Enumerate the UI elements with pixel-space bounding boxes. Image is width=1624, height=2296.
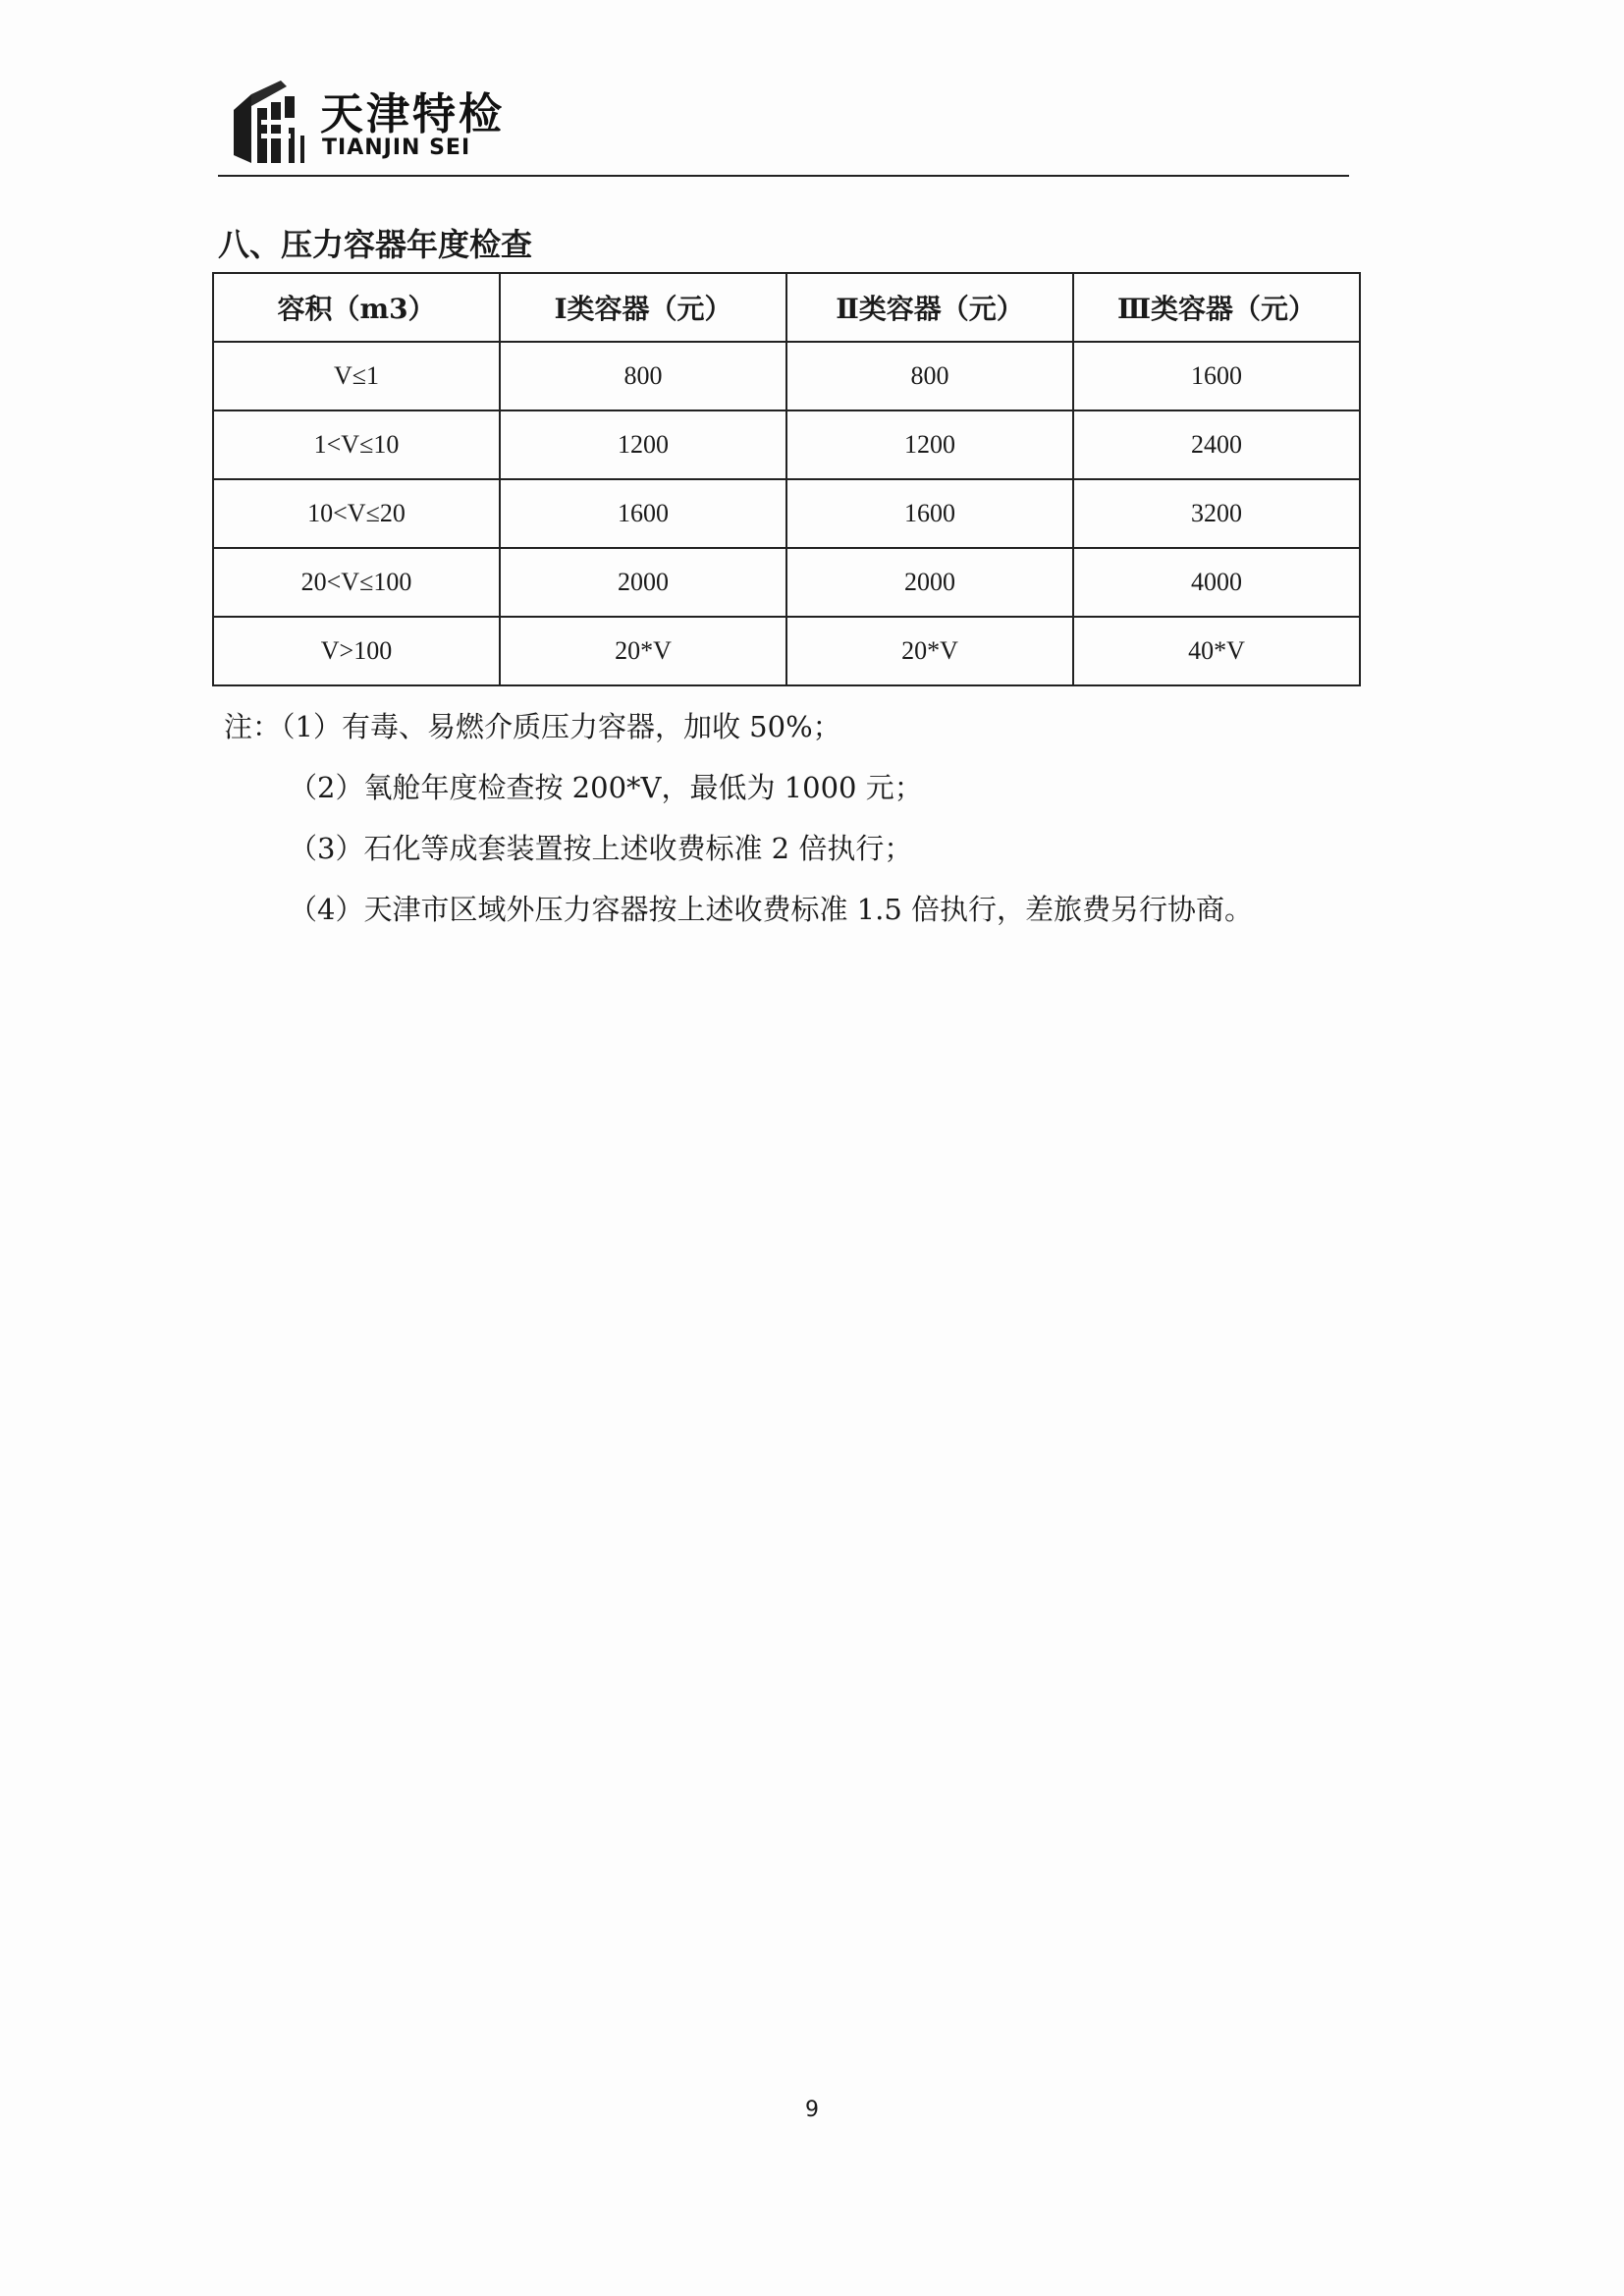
table-cell: 1600 bbox=[1073, 342, 1360, 410]
table-cell: 20*V bbox=[500, 617, 786, 685]
table-cell: 20*V bbox=[786, 617, 1073, 685]
note-item: （3）石化等成套装置按上述收费标准 2 倍执行； bbox=[289, 832, 913, 865]
table-cell: 1200 bbox=[500, 410, 786, 479]
header-divider bbox=[218, 175, 1349, 177]
table-header-row bbox=[213, 273, 1360, 342]
note-item: （4）天津市区域外压力容器按上述收费标准 1.5 倍执行，差旅费另行协商。 bbox=[289, 893, 1254, 926]
header-cell-class-2: Ⅱ类容器（元） bbox=[786, 273, 1073, 342]
logo-english-name: TIANJIN SEI bbox=[322, 136, 471, 160]
table-row bbox=[213, 479, 1360, 548]
table-cell: 3200 bbox=[1073, 479, 1360, 548]
table-row bbox=[213, 342, 1360, 410]
table-cell: 800 bbox=[500, 342, 786, 410]
table-row bbox=[213, 617, 1360, 685]
notes-list bbox=[224, 703, 1382, 947]
table-cell: 1<V≤10 bbox=[213, 410, 500, 479]
table-cell: 1200 bbox=[786, 410, 1073, 479]
table-cell: 40*V bbox=[1073, 617, 1360, 685]
note-item: （2）氧舱年度检查按 200*V，最低为 1000 元； bbox=[289, 771, 923, 804]
table-cell: 10<V≤20 bbox=[213, 479, 500, 548]
note-item: 注：（1）有毒、易燃介质压力容器，加收 50%； bbox=[224, 710, 841, 743]
table-row bbox=[213, 548, 1360, 617]
table-cell: V≤1 bbox=[213, 342, 500, 410]
tianjin-sei-logo-icon bbox=[230, 77, 322, 167]
table-cell: 4000 bbox=[1073, 548, 1360, 617]
table-cell: 1600 bbox=[786, 479, 1073, 548]
page-header bbox=[218, 67, 1347, 177]
table-cell: 2000 bbox=[786, 548, 1073, 617]
fee-table bbox=[212, 272, 1361, 686]
header-cell-class-1: Ⅰ类容器（元） bbox=[500, 273, 786, 342]
table-cell: 2400 bbox=[1073, 410, 1360, 479]
header-cell-volume: 容积（m3） bbox=[213, 273, 500, 342]
table-cell: 1600 bbox=[500, 479, 786, 548]
table-cell: 20<V≤100 bbox=[213, 548, 500, 617]
table-cell: 2000 bbox=[500, 548, 786, 617]
section-title: 八、压力容器年度检查 bbox=[218, 226, 533, 263]
table-cell: 800 bbox=[786, 342, 1073, 410]
header-cell-class-3: Ⅲ类容器（元） bbox=[1073, 273, 1360, 342]
table-row bbox=[213, 410, 1360, 479]
page-number: 9 bbox=[805, 2098, 819, 2122]
logo-chinese-name: 天津特检 bbox=[320, 89, 505, 139]
table-cell: V>100 bbox=[213, 617, 500, 685]
